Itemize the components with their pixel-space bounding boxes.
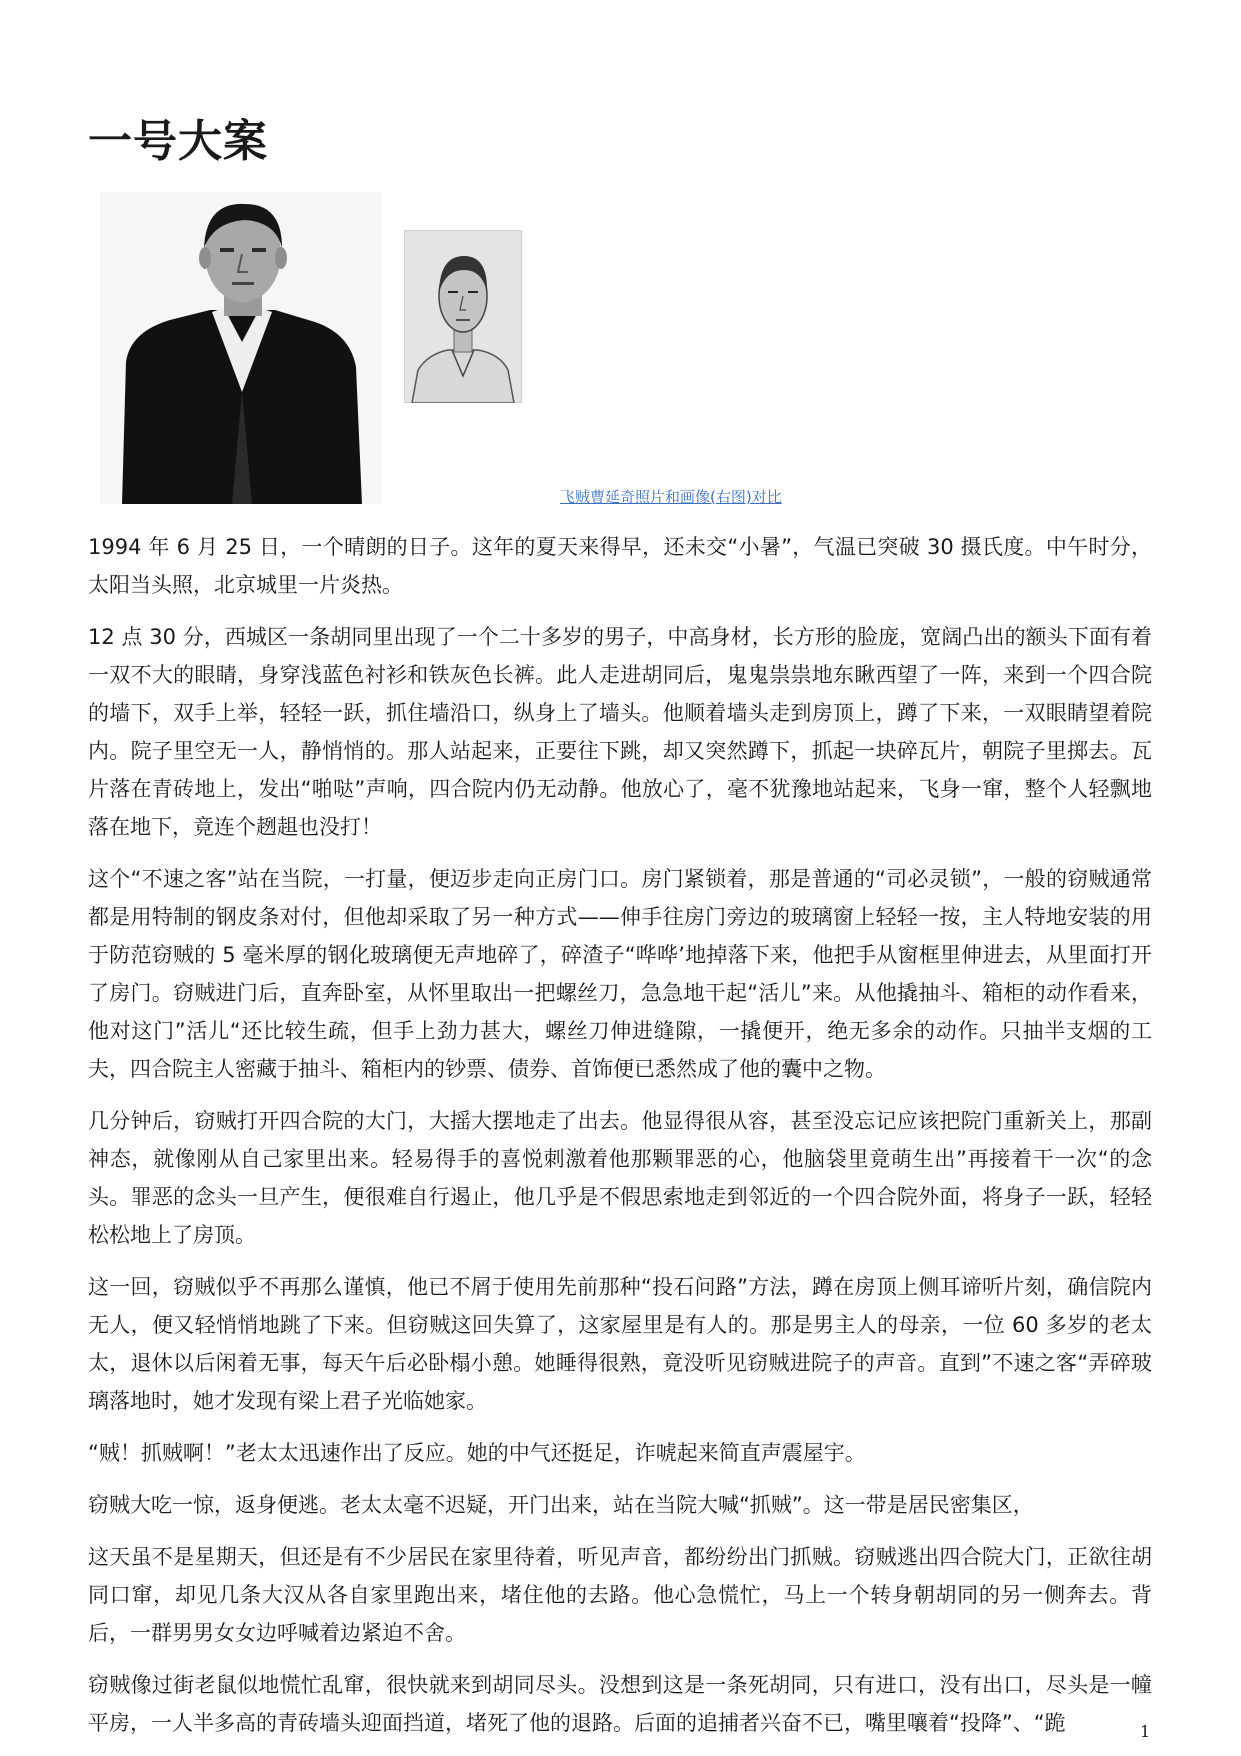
article-body: [88, 528, 1152, 1756]
suspect-sketch-image: [404, 230, 522, 403]
paragraph: 这天虽不是星期天，但还是有不少居民在家里待着，听见声音，都纷纷出门抓贼。窃贼逃出四合院大门，正欲往胡同口窜，却见几条大汉从各自家里跑出来，堵住他的去路。他心急慌忙，马上一个转身朝胡同的另一侧奔去。背后，一群男男女女边呼喊着边紧迫不舍。: [88, 1545, 1152, 1645]
paragraph: 窃贼像过街老鼠似地慌忙乱窜，很快就来到胡同尽头。没想到这是一条死胡同，只有进口，没有出口，尽头是一幢平房，一人半多高的青砖墙头迎面挡道，堵死了他的退路。后面的追捕者兴奋不已，嘴里嚷着“投降”、“跪: [88, 1673, 1152, 1735]
figure-caption-link[interactable]: 飞贼曹延奇照片和画像(右图)对比: [560, 488, 782, 506]
paragraph: 1994 年 6 月 25 日，一个晴朗的日子。这年的夏天来得早，还未交“小暑”，气温已突破 30 摄氏度。中午时分，太阳当头照，北京城里一片炎热。: [88, 535, 1152, 597]
paragraph: 这一回，窃贼似乎不再那么谨慎，他已不屑于使用先前那种“投石问路”方法，蹲在房顶上侧耳谛听片刻，确信院内无人，便又轻悄悄地跳了下来。但窃贼这回失算了，这家屋里是有人的。那是男主人的母亲，一位 60 多岁的老太太，退休以后闲着无事，每天午后必卧榻小憩。她睡得很熟，竟没听见窃贼进院子的声音。直到”不速之客“弄碎玻璃落地时，她才发现有梁上君子光临她家。: [88, 1275, 1152, 1413]
suspect-photo-image: [100, 192, 382, 504]
paragraph: 这个“不速之客”站在当院，一打量，便迈步走向正房门口。房门紧锁着，那是普通的“司必灵锁”，一般的窃贼通常都是用特制的钢皮条对付，但他却采取了另一种方式——伸手往房门旁边的玻璃窗上轻轻一按，主人特地安装的用于防范窃贼的 5 毫米厚的钢化玻璃便无声地碎了，碎渣子“哗哗’地掉落下来，他把手从窗框里伸进去，从里面打开了房门。窃贼进门后，直奔卧室，从怀里取出一把螺丝刀，急急地干起“活儿”来。从他撬抽斗、箱柜的动作看来，他对这门”活儿“还比较生疏，但手上劲力甚大，螺丝刀伸进缝隙，一撬便开，绝无多余的动作。只抽半支烟的工夫，四合院主人密藏于抽斗、箱柜内的钞票、债券、首饰便已悉然成了他的囊中之物。: [88, 867, 1152, 1081]
paragraph: 12 点 30 分，西城区一条胡同里出现了一个二十多岁的男子，中高身材，长方形的脸庞，宽阔凸出的额头下面有着一双不大的眼睛，身穿浅蓝色衬衫和铁灰色长裤。此人走进胡同后，鬼鬼祟祟地东瞅西望了一阵，来到一个四合院的墙下，双手上举，轻轻一跃，抓住墙沿口，纵身上了墙头。他顺着墙头走到房顶上，蹲了下来，一双眼睛望着院内。院子里空无一人，静悄悄的。那人站起来，正要往下跳，却又突然蹲下，抓起一块碎瓦片，朝院子里掷去。瓦片落在青砖地上，发出“啪哒”声响，四合院内仍无动静。他放心了，毫不犹豫地站起来，飞身一窜，整个人轻飘地落在地下，竟连个趔趄也没打！: [88, 625, 1152, 839]
paragraph: “贼！抓贼啊！”老太太迅速作出了反应。她的中气还挺足，诈唬起来简直声震屋宇。: [88, 1441, 866, 1465]
paragraph: 窃贼大吃一惊，返身便逃。老太太毫不迟疑，开门出来，站在当院大喊“抓贼”。这一带是居民密集区，: [88, 1493, 1034, 1517]
suspect-sketch: [404, 230, 522, 403]
suspect-photo: [100, 192, 382, 504]
page-title: 一号大案: [88, 116, 268, 167]
paragraph: 几分钟后，窃贼打开四合院的大门，大摇大摆地走了出去。他显得很从容，甚至没忘记应该把院门重新关上，那副神态，就像刚从自己家里出来。轻易得手的喜悦刺激着他那颗罪恶的心，他脑袋里竟萌生出”再接着干一次“的念头。罪恶的念头一旦产生，便很难自行遏止，他几乎是不假思索地走到邻近的一个四合院外面，将身子一跃，轻轻松松地上了房顶。: [88, 1109, 1152, 1247]
page-number: 1: [1140, 1722, 1151, 1741]
